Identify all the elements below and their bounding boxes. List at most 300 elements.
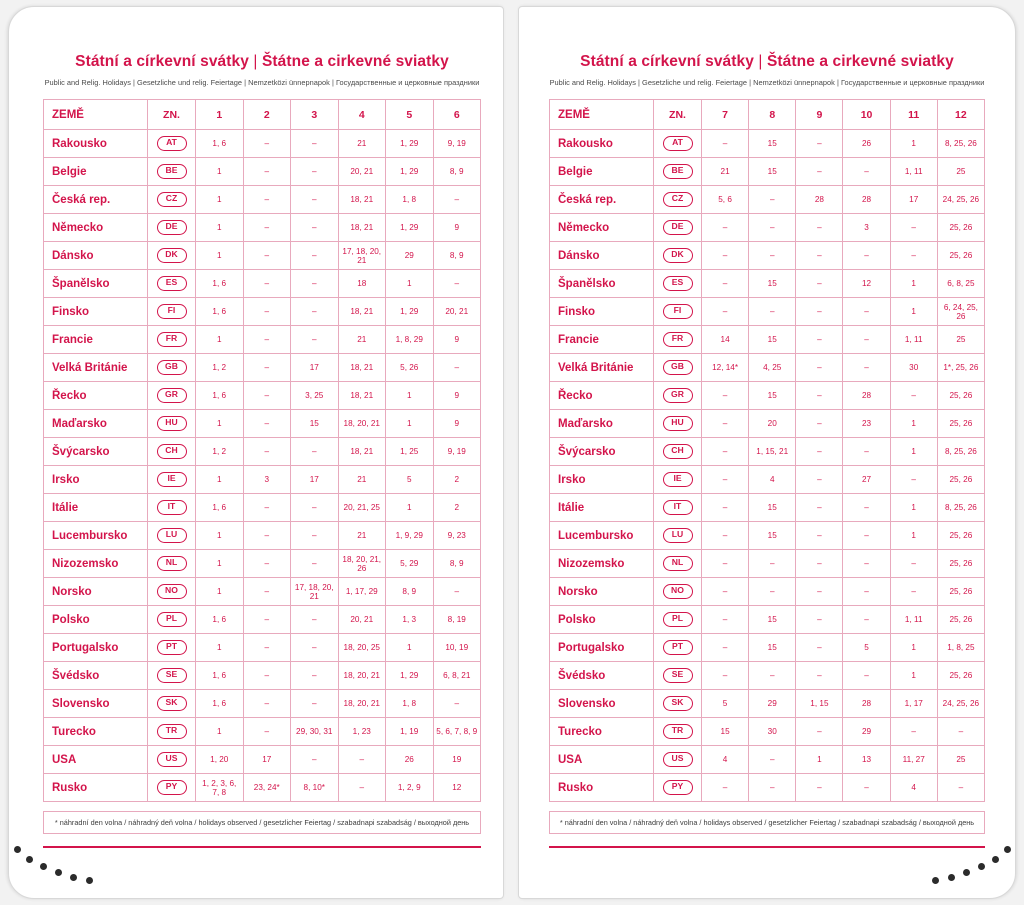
table-row	[550, 410, 985, 438]
page-title-right	[549, 53, 985, 71]
holiday-dates-cell: –	[702, 466, 749, 494]
table-row	[550, 466, 985, 494]
holiday-dates-cell: –	[243, 438, 291, 466]
country-code-badge: NO	[663, 584, 693, 599]
table-row	[550, 298, 985, 326]
holiday-dates-cell: 5, 29	[386, 550, 434, 578]
holiday-dates-cell: 4, 25	[749, 354, 796, 382]
country-code-cell	[654, 746, 702, 774]
left-page	[8, 6, 504, 899]
holiday-dates-cell: 28	[843, 186, 890, 214]
holiday-dates-cell: 25	[937, 326, 984, 354]
holiday-dates-cell: 20, 21	[338, 606, 386, 634]
country-name: Německo	[550, 214, 654, 242]
holiday-dates-cell: –	[796, 494, 843, 522]
country-code-cell	[148, 298, 196, 326]
country-code-badge: FI	[157, 304, 187, 319]
holiday-dates-cell: 1, 29	[386, 662, 434, 690]
holiday-dates-cell: –	[749, 578, 796, 606]
country-code-cell	[148, 578, 196, 606]
country-code-badge: GR	[663, 388, 693, 403]
table-row	[44, 298, 481, 326]
holiday-dates-cell: –	[291, 494, 339, 522]
holiday-dates-cell: 8, 9	[433, 242, 481, 270]
country-code-cell	[654, 214, 702, 242]
holiday-dates-cell: –	[843, 326, 890, 354]
holiday-dates-cell: 8, 10*	[291, 774, 339, 802]
column-header-month-8: 8	[749, 100, 796, 130]
country-code-cell	[148, 494, 196, 522]
holiday-dates-cell: –	[702, 606, 749, 634]
country-code-badge: SK	[663, 696, 693, 711]
holiday-dates-cell: –	[796, 382, 843, 410]
holiday-dates-cell: –	[796, 578, 843, 606]
holiday-dates-cell: –	[890, 718, 937, 746]
holiday-dates-cell: 1, 3	[386, 606, 434, 634]
holiday-dates-cell: –	[890, 382, 937, 410]
holiday-dates-cell: –	[702, 522, 749, 550]
holiday-dates-cell: –	[843, 662, 890, 690]
holiday-dates-cell: 13	[843, 746, 890, 774]
country-code-cell	[148, 214, 196, 242]
holiday-dates-cell: –	[291, 158, 339, 186]
holiday-dates-cell: 18, 21	[338, 354, 386, 382]
holiday-dates-cell: –	[243, 662, 291, 690]
country-code-cell	[654, 578, 702, 606]
country-code-cell	[654, 690, 702, 718]
holiday-dates-cell: 1	[196, 326, 244, 354]
country-code-badge: GB	[663, 360, 693, 375]
table-row	[44, 354, 481, 382]
table-row	[44, 382, 481, 410]
country-name: Irsko	[550, 466, 654, 494]
holiday-dates-cell: –	[796, 270, 843, 298]
country-name: Finsko	[550, 298, 654, 326]
holiday-dates-cell: 1	[196, 578, 244, 606]
country-code-cell	[654, 270, 702, 298]
country-code-badge: LU	[157, 528, 187, 543]
table-header-row	[550, 100, 985, 130]
holiday-dates-cell: 5	[386, 466, 434, 494]
holiday-dates-cell: –	[796, 410, 843, 438]
country-name: Španělsko	[550, 270, 654, 298]
country-code-badge: DK	[157, 248, 187, 263]
country-code-cell	[654, 410, 702, 438]
holiday-dates-cell: 30	[890, 354, 937, 382]
table-row	[44, 326, 481, 354]
holiday-dates-cell: 18, 20, 21, 26	[338, 550, 386, 578]
holiday-dates-cell: –	[796, 718, 843, 746]
country-code-badge: TR	[157, 724, 187, 739]
holiday-dates-cell: –	[749, 242, 796, 270]
holiday-dates-cell: 1, 19	[386, 718, 434, 746]
holiday-dates-cell: 29	[843, 718, 890, 746]
table-row	[44, 130, 481, 158]
country-name: Dánsko	[550, 242, 654, 270]
holiday-dates-cell: 1	[196, 186, 244, 214]
country-code-badge: HU	[663, 416, 693, 431]
holiday-dates-cell: 1	[796, 746, 843, 774]
holiday-dates-cell: –	[291, 186, 339, 214]
country-code-cell	[148, 410, 196, 438]
table-row	[44, 774, 481, 802]
table-row	[44, 158, 481, 186]
holiday-dates-cell: 18, 20, 21	[338, 662, 386, 690]
country-code-badge: BE	[157, 164, 187, 179]
holiday-dates-cell: –	[291, 550, 339, 578]
country-code-cell	[654, 662, 702, 690]
country-code-cell	[148, 662, 196, 690]
holiday-dates-cell: 17	[243, 746, 291, 774]
country-code-badge: ES	[663, 276, 693, 291]
country-name: Portugalsko	[550, 634, 654, 662]
holiday-dates-cell: –	[843, 354, 890, 382]
table-row	[550, 354, 985, 382]
country-code-badge: GB	[157, 360, 187, 375]
holiday-dates-cell: 1, 29	[386, 298, 434, 326]
table-row	[44, 718, 481, 746]
table-row	[44, 466, 481, 494]
country-code-cell	[148, 438, 196, 466]
holiday-dates-cell: 18, 20, 21	[338, 690, 386, 718]
holiday-dates-cell: 1, 2	[196, 354, 244, 382]
holiday-dates-cell: 18, 21	[338, 438, 386, 466]
holiday-dates-cell: 21	[338, 130, 386, 158]
country-code-cell	[148, 130, 196, 158]
page-title-cs-left: Státní a církevní svátky	[75, 53, 249, 70]
holiday-dates-cell: –	[291, 662, 339, 690]
holiday-dates-cell: 26	[386, 746, 434, 774]
holidays-table-left	[43, 99, 481, 802]
holiday-dates-cell: –	[433, 186, 481, 214]
holiday-dates-cell: 15	[749, 326, 796, 354]
holiday-dates-cell: 1, 8	[386, 690, 434, 718]
country-code-cell	[654, 326, 702, 354]
holiday-dates-cell: –	[243, 130, 291, 158]
country-code-badge: AT	[663, 136, 693, 151]
country-name: Lucembursko	[44, 522, 148, 550]
country-code-badge: CZ	[663, 192, 693, 207]
column-header-month-3: 3	[291, 100, 339, 130]
holiday-dates-cell: 5	[702, 690, 749, 718]
country-code-badge: IT	[157, 500, 187, 515]
country-code-badge: BE	[663, 164, 693, 179]
holiday-dates-cell: 1, 17	[890, 690, 937, 718]
holiday-dates-cell: –	[291, 130, 339, 158]
holiday-dates-cell: 1, 6	[196, 298, 244, 326]
holiday-dates-cell: 15	[749, 494, 796, 522]
holiday-dates-cell: 1	[386, 634, 434, 662]
holiday-dates-cell: 30	[749, 718, 796, 746]
holiday-dates-cell: 18	[338, 270, 386, 298]
country-code-cell	[654, 158, 702, 186]
holiday-dates-cell: 1, 17, 29	[338, 578, 386, 606]
country-code-cell	[148, 466, 196, 494]
holiday-dates-cell: 1, 15	[796, 690, 843, 718]
country-code-badge: ES	[157, 276, 187, 291]
table-row	[550, 270, 985, 298]
country-code-badge: DK	[663, 248, 693, 263]
table-row	[550, 382, 985, 410]
column-header-zn: ZN.	[654, 100, 702, 130]
holiday-dates-cell: 1, 25	[386, 438, 434, 466]
holiday-dates-cell: –	[243, 214, 291, 242]
holiday-dates-cell: 15	[702, 718, 749, 746]
holiday-dates-cell: –	[843, 774, 890, 802]
country-code-cell	[654, 606, 702, 634]
holiday-dates-cell: –	[796, 214, 843, 242]
holiday-dates-cell: 1	[386, 382, 434, 410]
holiday-dates-cell: 1, 29	[386, 130, 434, 158]
holiday-dates-cell: 4	[702, 746, 749, 774]
country-code-badge: DE	[157, 220, 187, 235]
holiday-dates-cell: 18, 21	[338, 214, 386, 242]
country-code-cell	[148, 158, 196, 186]
holiday-dates-cell: 25, 26	[937, 242, 984, 270]
holiday-dates-cell: 1	[386, 494, 434, 522]
table-row	[550, 242, 985, 270]
holiday-dates-cell: 1, 11	[890, 326, 937, 354]
holiday-dates-cell: –	[243, 690, 291, 718]
holiday-dates-cell: 9	[433, 382, 481, 410]
country-code-badge: FI	[663, 304, 693, 319]
column-header-month-7: 7	[702, 100, 749, 130]
country-code-badge: PL	[157, 612, 187, 627]
holiday-dates-cell: 19	[433, 746, 481, 774]
country-code-cell	[148, 186, 196, 214]
country-code-cell	[654, 438, 702, 466]
table-row	[44, 690, 481, 718]
holiday-dates-cell: 1	[890, 270, 937, 298]
country-name: USA	[550, 746, 654, 774]
holiday-dates-cell: 20, 21	[433, 298, 481, 326]
country-name: Polsko	[550, 606, 654, 634]
country-name: Rusko	[44, 774, 148, 802]
holiday-dates-cell: 1	[196, 522, 244, 550]
country-name: Turecko	[550, 718, 654, 746]
country-name: Švýcarsko	[550, 438, 654, 466]
holiday-dates-cell: 1	[890, 410, 937, 438]
country-name: Dánsko	[44, 242, 148, 270]
holiday-dates-cell: 5, 6, 7, 8, 9	[433, 718, 481, 746]
holiday-dates-cell: 15	[749, 130, 796, 158]
holiday-dates-cell: 17, 18, 20, 21	[291, 578, 339, 606]
table-row	[44, 438, 481, 466]
table-row	[550, 522, 985, 550]
country-name: Polsko	[44, 606, 148, 634]
holiday-dates-cell: –	[243, 270, 291, 298]
column-header-country: ZEMĚ	[44, 100, 148, 130]
holiday-dates-cell: 1	[890, 130, 937, 158]
table-row	[44, 410, 481, 438]
table-row	[44, 242, 481, 270]
holiday-dates-cell: 1, 2, 9	[386, 774, 434, 802]
table-row	[550, 634, 985, 662]
holiday-dates-cell: –	[796, 326, 843, 354]
holiday-dates-cell: –	[243, 494, 291, 522]
country-name: Nizozemsko	[550, 550, 654, 578]
country-code-badge: PY	[157, 780, 187, 795]
holiday-dates-cell: –	[291, 326, 339, 354]
holiday-dates-cell: 15	[749, 606, 796, 634]
country-name: Španělsko	[44, 270, 148, 298]
country-name: Maďarsko	[44, 410, 148, 438]
holiday-dates-cell: –	[702, 662, 749, 690]
holiday-dates-cell: 25, 26	[937, 466, 984, 494]
holiday-dates-cell: –	[843, 550, 890, 578]
holiday-dates-cell: –	[796, 550, 843, 578]
page-title-left	[43, 53, 481, 71]
country-code-badge: SE	[157, 668, 187, 683]
holiday-dates-cell: 1	[890, 634, 937, 662]
holiday-dates-cell: 24, 25, 26	[937, 690, 984, 718]
table-row	[550, 186, 985, 214]
holiday-dates-cell: –	[243, 186, 291, 214]
holiday-dates-cell: 24, 25, 26	[937, 186, 984, 214]
country-code-cell	[148, 550, 196, 578]
holiday-dates-cell: 26	[843, 130, 890, 158]
country-code-badge: IE	[157, 472, 187, 487]
holiday-dates-cell: –	[796, 438, 843, 466]
holiday-dates-cell: 1*, 25, 26	[937, 354, 984, 382]
table-row	[550, 438, 985, 466]
holiday-dates-cell: –	[338, 774, 386, 802]
holiday-dates-cell: 8, 25, 26	[937, 494, 984, 522]
holiday-dates-cell: 4	[890, 774, 937, 802]
country-code-cell	[148, 634, 196, 662]
holiday-dates-cell: 1	[386, 410, 434, 438]
holiday-dates-cell: 1, 6	[196, 606, 244, 634]
page-title-cs-right: Státní a církevní svátky	[580, 53, 754, 70]
holiday-dates-cell: 1	[196, 242, 244, 270]
holiday-dates-cell: –	[749, 298, 796, 326]
holiday-dates-cell: –	[843, 242, 890, 270]
holiday-dates-cell: 1, 6	[196, 130, 244, 158]
country-code-badge: LU	[663, 528, 693, 543]
holiday-dates-cell: 27	[843, 466, 890, 494]
holiday-dates-cell: 1	[196, 410, 244, 438]
holiday-dates-cell: 5	[843, 634, 890, 662]
holiday-dates-cell: –	[243, 578, 291, 606]
holiday-dates-cell: 14	[702, 326, 749, 354]
holiday-dates-cell: 9, 19	[433, 438, 481, 466]
country-name: Maďarsko	[550, 410, 654, 438]
country-name: Francie	[44, 326, 148, 354]
country-code-cell	[148, 326, 196, 354]
table-row	[550, 662, 985, 690]
holiday-dates-cell: –	[796, 662, 843, 690]
holiday-dates-cell: –	[796, 242, 843, 270]
country-code-cell	[654, 550, 702, 578]
country-name: Belgie	[550, 158, 654, 186]
country-code-cell	[148, 746, 196, 774]
holiday-dates-cell: 25	[937, 158, 984, 186]
holiday-dates-cell: –	[243, 522, 291, 550]
table-row	[44, 606, 481, 634]
holiday-dates-cell: 17	[291, 466, 339, 494]
holiday-dates-cell: 25, 26	[937, 410, 984, 438]
holiday-dates-cell: –	[890, 214, 937, 242]
table-row	[550, 690, 985, 718]
country-name: Švýcarsko	[44, 438, 148, 466]
holiday-dates-cell: 12, 14*	[702, 354, 749, 382]
table-header-row	[44, 100, 481, 130]
country-code-badge: HU	[157, 416, 187, 431]
table-row	[550, 718, 985, 746]
country-name: Portugalsko	[44, 634, 148, 662]
holiday-dates-cell: –	[291, 270, 339, 298]
holiday-dates-cell: –	[843, 298, 890, 326]
holiday-dates-cell: –	[291, 242, 339, 270]
bottom-rule-left	[43, 846, 481, 848]
page-subtitle-right: Public and Relig. Holidays | Gesetzliche und relig. Feiertage | Nemzetközi ünnepnapok | Государственные и церковные праздники	[549, 78, 985, 87]
holiday-dates-cell: 1, 6	[196, 690, 244, 718]
holiday-dates-cell: –	[702, 382, 749, 410]
holiday-dates-cell: 8, 9	[386, 578, 434, 606]
column-header-zn: ZN.	[148, 100, 196, 130]
holiday-dates-cell: 1	[890, 522, 937, 550]
country-name: Norsko	[550, 578, 654, 606]
country-code-cell	[148, 270, 196, 298]
holiday-dates-cell: 25, 26	[937, 662, 984, 690]
country-code-cell	[654, 494, 702, 522]
column-header-month-10: 10	[843, 100, 890, 130]
country-code-badge: TR	[663, 724, 693, 739]
page-title-sk-left: Štátne a cirkevné sviatky	[261, 53, 449, 70]
holiday-dates-cell: 10, 19	[433, 634, 481, 662]
holiday-dates-cell: 8, 25, 26	[937, 130, 984, 158]
country-name: Velká Británie	[44, 354, 148, 382]
title-separator-right: |	[758, 53, 763, 70]
holiday-dates-cell: –	[433, 354, 481, 382]
country-code-badge: CZ	[157, 192, 187, 207]
country-code-badge: IT	[663, 500, 693, 515]
holiday-dates-cell: 8, 9	[433, 158, 481, 186]
country-name: Česká rep.	[44, 186, 148, 214]
country-code-cell	[654, 242, 702, 270]
country-code-badge: NL	[663, 556, 693, 571]
country-code-badge: SE	[663, 668, 693, 683]
country-code-badge: CH	[663, 444, 693, 459]
holiday-dates-cell: 3, 25	[291, 382, 339, 410]
country-name: Rusko	[550, 774, 654, 802]
holiday-dates-cell: 1	[196, 466, 244, 494]
table-row	[550, 214, 985, 242]
holiday-dates-cell: 18, 21	[338, 382, 386, 410]
country-code-cell	[654, 354, 702, 382]
right-page	[518, 6, 1016, 899]
holiday-dates-cell: –	[749, 550, 796, 578]
holiday-dates-cell: 18, 21	[338, 298, 386, 326]
holiday-dates-cell: 25, 26	[937, 606, 984, 634]
holiday-dates-cell: 1, 23	[338, 718, 386, 746]
country-code-cell	[148, 718, 196, 746]
holiday-dates-cell: 9, 19	[433, 130, 481, 158]
holiday-dates-cell: 1, 6	[196, 662, 244, 690]
holiday-dates-cell: 1, 2, 3, 6, 7, 8	[196, 774, 244, 802]
holiday-dates-cell: –	[796, 774, 843, 802]
country-code-cell	[654, 298, 702, 326]
holiday-dates-cell: 12	[433, 774, 481, 802]
table-row	[550, 578, 985, 606]
holiday-dates-cell: –	[843, 438, 890, 466]
holiday-dates-cell: 15	[291, 410, 339, 438]
holiday-dates-cell: –	[291, 438, 339, 466]
country-name: Švédsko	[550, 662, 654, 690]
country-name: Itálie	[550, 494, 654, 522]
country-name: Rakousko	[44, 130, 148, 158]
holiday-dates-cell: 28	[796, 186, 843, 214]
